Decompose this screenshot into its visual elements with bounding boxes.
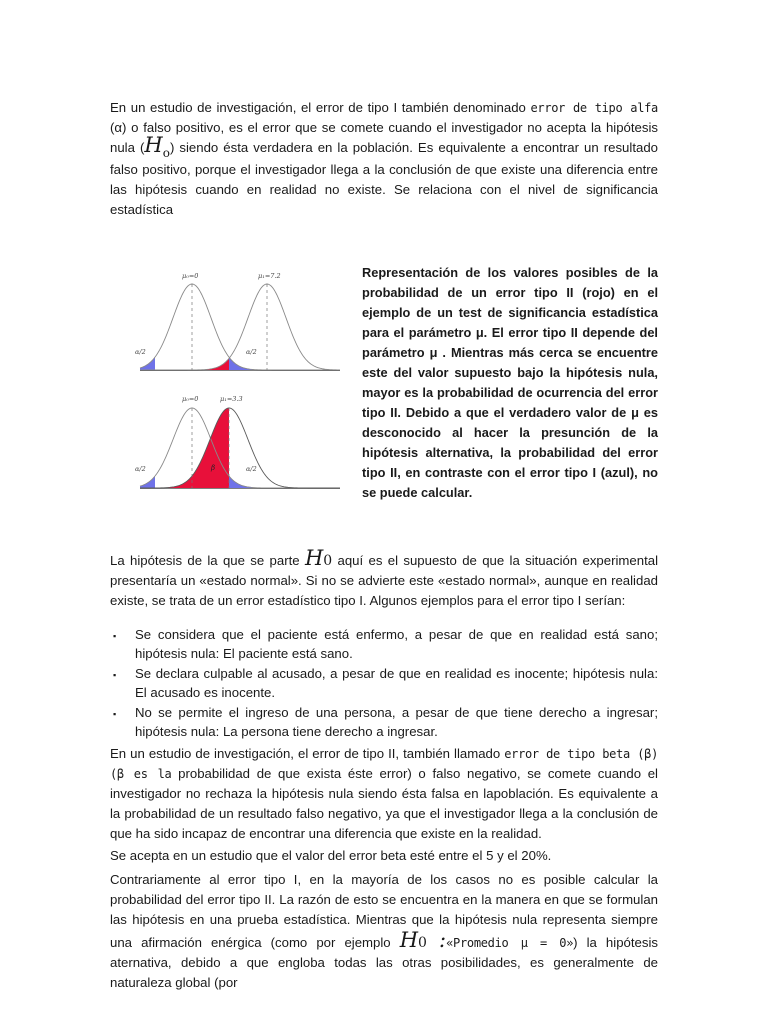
- term-beta: error de tipo beta (β) (β es la: [110, 747, 658, 781]
- text: En un estudio de investigación, el error de tipo I también denominado: [110, 100, 531, 115]
- bullet-icon: ▪: [113, 709, 117, 719]
- alpha-half-label-right-bottom: α/2: [246, 465, 257, 473]
- alpha-half-label-left-bottom: α/2: [135, 465, 146, 473]
- text: ) siendo ésta verdadera en la población. Es equivalente a encontrar un resultado falso positivo, porque el investigador llega a la conclusión de que existe una diferencia entre las hipótesis cuando en realidad no existe. Se relaciona con el nivel de significancia estadística: [110, 140, 658, 218]
- text: ) la hipótesis aternativa, debido a que engloba todas las otras posibilidades, es generalmente de naturaleza global (por: [110, 935, 658, 990]
- mu1-label-bottom: μ₁=3.3: [220, 395, 243, 403]
- h0-symbol: H0 :: [399, 928, 447, 952]
- alpha-half-label-right-top: α/2: [246, 348, 257, 356]
- term-alpha: error de tipo alfa: [530, 101, 658, 115]
- bullet-icon: ▪: [113, 670, 117, 680]
- h0-symbol: H0: [304, 546, 333, 570]
- text: Contrariamente al error tipo I, en la mayoría de los casos no es posible calcular la probabilidad del error tipo II. La razón de esto se encuentra en la manera en que se formulan las hipótesis en una prueba estadística. Mientras que la hipótesis nula representa siempre una afirmación enérgica (como por ejemplo: [110, 872, 658, 950]
- error-distribution-figure: [135, 262, 340, 494]
- mu1-label-top: μ₁=7.2: [258, 272, 281, 280]
- text: (α) o falso positivo, es el error que se comete cuando el investigador no acepta la hipótesis nula (: [110, 120, 658, 155]
- paragraph-beta-range: Se acepta en un estudio que el valor del error beta esté entre el 5 y el 20%.: [110, 848, 552, 863]
- paragraph-type-two-error: [110, 744, 658, 844]
- list-item: ▪ No se permite el ingreso de una persona, a pesar de que tiene derecho a ingresar; hipótesis nula: La persona tiene derecho a ingresar.: [113, 705, 658, 739]
- mean-zero-term: «Promedio μ = 0»: [446, 936, 574, 950]
- text: probabilidad de que exista éste error) o falso negativo, se comete cuando el investigador no rechaza la hipótesis nula siendo ésta falsa en lapoblación. Es equivalente a la probabilidad de un resultado falso negativo, ya que el investigador llega a la conclusión de que ha sido incapaz de encontrar una diferencia que existe en la realidad.: [110, 766, 658, 841]
- figure-caption: Representación de los valores posibles de la probabilidad de un error tipo II (rojo) en el ejemplo de un test de significancia estadística para el parámetro μ. El error tipo II depende del parámetro μ . Mientras más cerca se encuentre este del valor supuesto bajo la hipótesis nula, mayor es la probabilidad de ocurrencia del error tipo II. Debido a que el verdadero valor de μ es desconocido al hacer la presunción de la hipótesis alternativa, la probabilidad del error tipo II, en contraste con el error tipo I (azul), no se puede calcular.: [362, 265, 658, 500]
- text: La hipótesis de la que se parte: [110, 553, 305, 568]
- alpha-half-label-left-top: α/2: [135, 348, 146, 356]
- beta-label: β: [211, 464, 216, 472]
- paragraph-null-hypothesis: [110, 548, 658, 611]
- mu0-label-bottom: μ₀=0: [182, 395, 199, 403]
- paragraph-type-one-error: [110, 98, 658, 220]
- bullet-icon: ▪: [113, 631, 117, 641]
- list-item: ▪ Se declara culpable al acusado, a pesar de que en realidad es inocente; hipótesis nula: El acusado es inocente.: [113, 666, 658, 700]
- mu0-label-top: μ₀=0: [182, 272, 199, 280]
- paragraph-contrast: [110, 870, 658, 993]
- text: En un estudio de investigación, el error de tipo II, también llamado: [110, 746, 505, 761]
- type-one-examples-list: [110, 626, 658, 743]
- null-hypothesis-symbol: $H_o$: [144, 133, 170, 161]
- text: aquí es el supuesto de que la situación experimental presentaría un «estado normal». Si no se advierte este «estado normal», aunque en realidad existe, se trata de un error estadístico tipo I. Algunos ejemplos para el error tipo I serían:: [110, 553, 658, 608]
- list-item: ▪ Se considera que el paciente está enfermo, a pesar de que en realidad está sano; hipótesis nula: El paciente está sano.: [113, 627, 658, 661]
